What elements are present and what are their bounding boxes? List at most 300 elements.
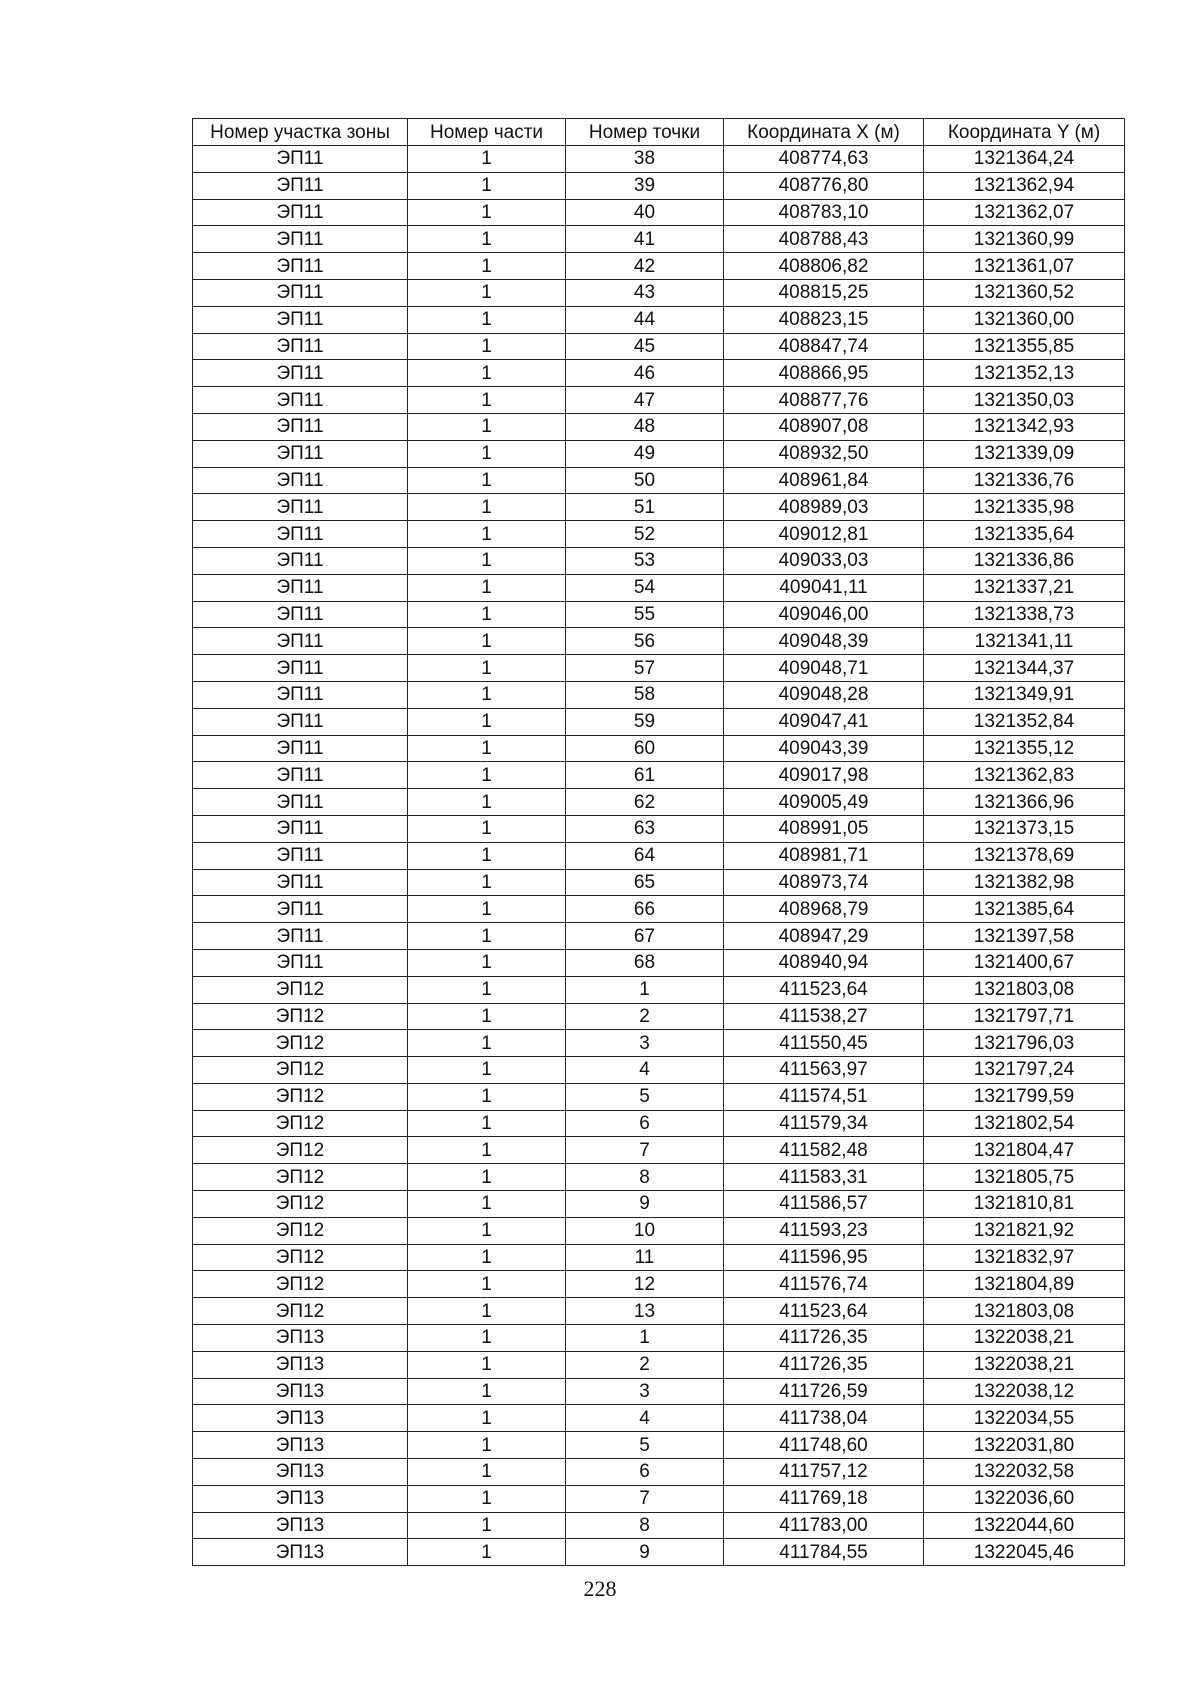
cell-part-number: 1	[408, 413, 566, 440]
cell-zone-section: ЭП13	[193, 1485, 408, 1512]
cell-zone-section: ЭП12	[193, 1057, 408, 1084]
cell-point-number: 60	[566, 735, 724, 762]
cell-part-number: 1	[408, 1271, 566, 1298]
cell-part-number: 1	[408, 628, 566, 655]
cell-coordinate-x: 411563,97	[724, 1057, 924, 1084]
cell-zone-section: ЭП11	[193, 923, 408, 950]
cell-part-number: 1	[408, 1057, 566, 1084]
header-coordinate-x: Координата X (м)	[724, 119, 924, 146]
cell-coordinate-x: 409048,28	[724, 681, 924, 708]
cell-part-number: 1	[408, 815, 566, 842]
cell-coordinate-y: 1321832,97	[924, 1244, 1125, 1271]
cell-point-number: 7	[566, 1137, 724, 1164]
cell-zone-section: ЭП12	[193, 1217, 408, 1244]
table-row	[193, 333, 1125, 360]
table-row	[193, 146, 1125, 173]
table-row	[193, 1030, 1125, 1057]
cell-coordinate-y: 1321360,52	[924, 279, 1125, 306]
cell-coordinate-x: 408907,08	[724, 413, 924, 440]
cell-coordinate-x: 411769,18	[724, 1485, 924, 1512]
cell-point-number: 57	[566, 655, 724, 682]
cell-coordinate-y: 1321350,03	[924, 387, 1125, 414]
cell-coordinate-y: 1321803,08	[924, 976, 1125, 1003]
cell-part-number: 1	[408, 574, 566, 601]
cell-coordinate-x: 409047,41	[724, 708, 924, 735]
cell-coordinate-x: 408961,84	[724, 467, 924, 494]
cell-part-number: 1	[408, 333, 566, 360]
cell-point-number: 43	[566, 279, 724, 306]
cell-coordinate-x: 411523,64	[724, 1298, 924, 1325]
cell-point-number: 3	[566, 1378, 724, 1405]
cell-point-number: 3	[566, 1030, 724, 1057]
cell-coordinate-y: 1322032,58	[924, 1459, 1125, 1486]
cell-part-number: 1	[408, 896, 566, 923]
table-row	[193, 681, 1125, 708]
cell-zone-section: ЭП11	[193, 547, 408, 574]
table-row	[193, 547, 1125, 574]
cell-coordinate-y: 1321366,96	[924, 789, 1125, 816]
cell-coordinate-y: 1322038,21	[924, 1325, 1125, 1352]
cell-coordinate-x: 408968,79	[724, 896, 924, 923]
cell-point-number: 2	[566, 1003, 724, 1030]
table-row	[193, 842, 1125, 869]
table-row	[193, 735, 1125, 762]
cell-part-number: 1	[408, 1164, 566, 1191]
cell-zone-section: ЭП11	[193, 949, 408, 976]
cell-zone-section: ЭП13	[193, 1325, 408, 1352]
table-header	[193, 119, 1125, 146]
cell-zone-section: ЭП11	[193, 574, 408, 601]
cell-zone-section: ЭП11	[193, 494, 408, 521]
cell-zone-section: ЭП11	[193, 306, 408, 333]
cell-coordinate-y: 1321397,58	[924, 923, 1125, 950]
cell-point-number: 49	[566, 440, 724, 467]
cell-point-number: 4	[566, 1057, 724, 1084]
cell-coordinate-y: 1321339,09	[924, 440, 1125, 467]
cell-coordinate-y: 1321796,03	[924, 1030, 1125, 1057]
table-row	[193, 1191, 1125, 1218]
table-row	[193, 574, 1125, 601]
cell-coordinate-y: 1321373,15	[924, 815, 1125, 842]
cell-coordinate-y: 1321336,76	[924, 467, 1125, 494]
cell-point-number: 8	[566, 1164, 724, 1191]
cell-coordinate-y: 1321360,99	[924, 226, 1125, 253]
cell-zone-section: ЭП12	[193, 1110, 408, 1137]
table-row	[193, 1432, 1125, 1459]
cell-coordinate-x: 411748,60	[724, 1432, 924, 1459]
table-row	[193, 1164, 1125, 1191]
cell-coordinate-y: 1321799,59	[924, 1083, 1125, 1110]
cell-point-number: 6	[566, 1110, 724, 1137]
header-part-number: Номер части	[408, 119, 566, 146]
cell-zone-section: ЭП13	[193, 1459, 408, 1486]
cell-coordinate-x: 408815,25	[724, 279, 924, 306]
cell-part-number: 1	[408, 1244, 566, 1271]
cell-zone-section: ЭП11	[193, 279, 408, 306]
table-row	[193, 949, 1125, 976]
cell-zone-section: ЭП11	[193, 735, 408, 762]
cell-coordinate-y: 1321797,24	[924, 1057, 1125, 1084]
cell-coordinate-x: 408932,50	[724, 440, 924, 467]
cell-coordinate-y: 1321338,73	[924, 601, 1125, 628]
cell-coordinate-x: 408783,10	[724, 199, 924, 226]
cell-point-number: 9	[566, 1539, 724, 1566]
cell-zone-section: ЭП13	[193, 1512, 408, 1539]
cell-point-number: 50	[566, 467, 724, 494]
cell-coordinate-x: 409005,49	[724, 789, 924, 816]
cell-coordinate-x: 408823,15	[724, 306, 924, 333]
cell-zone-section: ЭП13	[193, 1378, 408, 1405]
cell-point-number: 45	[566, 333, 724, 360]
table-row	[193, 601, 1125, 628]
cell-coordinate-y: 1321360,00	[924, 306, 1125, 333]
cell-point-number: 55	[566, 601, 724, 628]
cell-coordinate-x: 411582,48	[724, 1137, 924, 1164]
table-row	[193, 1539, 1125, 1566]
cell-point-number: 41	[566, 226, 724, 253]
cell-zone-section: ЭП11	[193, 440, 408, 467]
cell-coordinate-y: 1321821,92	[924, 1217, 1125, 1244]
table-row	[193, 226, 1125, 253]
cell-zone-section: ЭП12	[193, 976, 408, 1003]
cell-zone-section: ЭП13	[193, 1405, 408, 1432]
cell-coordinate-y: 1321804,47	[924, 1137, 1125, 1164]
cell-coordinate-x: 411576,74	[724, 1271, 924, 1298]
cell-point-number: 54	[566, 574, 724, 601]
table-row	[193, 976, 1125, 1003]
cell-part-number: 1	[408, 226, 566, 253]
cell-part-number: 1	[408, 949, 566, 976]
table-row	[193, 1271, 1125, 1298]
cell-point-number: 5	[566, 1083, 724, 1110]
cell-coordinate-y: 1321355,12	[924, 735, 1125, 762]
cell-part-number: 1	[408, 708, 566, 735]
cell-zone-section: ЭП11	[193, 360, 408, 387]
coordinates-table	[192, 118, 1125, 1566]
cell-point-number: 61	[566, 762, 724, 789]
cell-coordinate-y: 1321362,07	[924, 199, 1125, 226]
cell-part-number: 1	[408, 1485, 566, 1512]
cell-coordinate-y: 1321362,94	[924, 172, 1125, 199]
cell-coordinate-y: 1321349,91	[924, 681, 1125, 708]
cell-part-number: 1	[408, 1298, 566, 1325]
cell-point-number: 40	[566, 199, 724, 226]
cell-point-number: 59	[566, 708, 724, 735]
header-row	[193, 119, 1125, 146]
cell-coordinate-x: 409033,03	[724, 547, 924, 574]
table-body	[193, 146, 1125, 1566]
cell-point-number: 8	[566, 1512, 724, 1539]
table-row	[193, 1137, 1125, 1164]
cell-coordinate-x: 411726,59	[724, 1378, 924, 1405]
cell-coordinate-y: 1322044,60	[924, 1512, 1125, 1539]
cell-zone-section: ЭП13	[193, 1539, 408, 1566]
cell-zone-section: ЭП11	[193, 762, 408, 789]
cell-coordinate-y: 1321382,98	[924, 869, 1125, 896]
page-number: 228	[583, 1576, 617, 1601]
cell-zone-section: ЭП12	[193, 1164, 408, 1191]
cell-point-number: 9	[566, 1191, 724, 1218]
cell-point-number: 6	[566, 1459, 724, 1486]
cell-part-number: 1	[408, 467, 566, 494]
header-zone-section: Номер участка зоны	[193, 119, 408, 146]
cell-zone-section: ЭП12	[193, 1137, 408, 1164]
cell-coordinate-y: 1322038,12	[924, 1378, 1125, 1405]
cell-part-number: 1	[408, 1083, 566, 1110]
table-row	[193, 1378, 1125, 1405]
cell-point-number: 64	[566, 842, 724, 869]
table-row	[193, 1351, 1125, 1378]
table-row	[193, 869, 1125, 896]
cell-point-number: 12	[566, 1271, 724, 1298]
cell-coordinate-y: 1321362,83	[924, 762, 1125, 789]
cell-coordinate-x: 411550,45	[724, 1030, 924, 1057]
cell-part-number: 1	[408, 1003, 566, 1030]
cell-coordinate-y: 1322038,21	[924, 1351, 1125, 1378]
cell-coordinate-x: 411579,34	[724, 1110, 924, 1137]
cell-coordinate-y: 1321385,64	[924, 896, 1125, 923]
table-row	[193, 762, 1125, 789]
cell-part-number: 1	[408, 1459, 566, 1486]
header-coordinate-y: Координата Y (м)	[924, 119, 1125, 146]
cell-coordinate-x: 408866,95	[724, 360, 924, 387]
cell-part-number: 1	[408, 521, 566, 548]
cell-point-number: 65	[566, 869, 724, 896]
cell-zone-section: ЭП13	[193, 1351, 408, 1378]
cell-coordinate-x: 411574,51	[724, 1083, 924, 1110]
cell-point-number: 66	[566, 896, 724, 923]
table-row	[193, 1057, 1125, 1084]
table-row	[193, 253, 1125, 280]
cell-coordinate-x: 408847,74	[724, 333, 924, 360]
cell-coordinate-y: 1321364,24	[924, 146, 1125, 173]
cell-part-number: 1	[408, 1351, 566, 1378]
cell-coordinate-x: 409043,39	[724, 735, 924, 762]
table-row	[193, 1298, 1125, 1325]
cell-zone-section: ЭП11	[193, 521, 408, 548]
table-row	[193, 1244, 1125, 1271]
table-row	[193, 815, 1125, 842]
cell-coordinate-y: 1321378,69	[924, 842, 1125, 869]
cell-zone-section: ЭП11	[193, 172, 408, 199]
cell-zone-section: ЭП11	[193, 413, 408, 440]
cell-coordinate-y: 1321352,84	[924, 708, 1125, 735]
cell-zone-section: ЭП12	[193, 1244, 408, 1271]
cell-coordinate-x: 408877,76	[724, 387, 924, 414]
cell-coordinate-y: 1321810,81	[924, 1191, 1125, 1218]
cell-zone-section: ЭП12	[193, 1271, 408, 1298]
cell-coordinate-x: 411783,00	[724, 1512, 924, 1539]
cell-zone-section: ЭП11	[193, 708, 408, 735]
cell-zone-section: ЭП12	[193, 1083, 408, 1110]
header-point-number: Номер точки	[566, 119, 724, 146]
cell-zone-section: ЭП11	[193, 387, 408, 414]
cell-zone-section: ЭП11	[193, 815, 408, 842]
cell-part-number: 1	[408, 440, 566, 467]
cell-point-number: 39	[566, 172, 724, 199]
cell-coordinate-y: 1321361,07	[924, 253, 1125, 280]
cell-point-number: 2	[566, 1351, 724, 1378]
cell-zone-section: ЭП11	[193, 842, 408, 869]
cell-part-number: 1	[408, 1512, 566, 1539]
cell-part-number: 1	[408, 253, 566, 280]
cell-part-number: 1	[408, 1378, 566, 1405]
cell-zone-section: ЭП11	[193, 681, 408, 708]
table-row	[193, 1485, 1125, 1512]
cell-coordinate-y: 1321804,89	[924, 1271, 1125, 1298]
table-row	[193, 172, 1125, 199]
cell-part-number: 1	[408, 199, 566, 226]
cell-zone-section: ЭП11	[193, 789, 408, 816]
table-row	[193, 387, 1125, 414]
cell-coordinate-y: 1321803,08	[924, 1298, 1125, 1325]
cell-coordinate-y: 1321797,71	[924, 1003, 1125, 1030]
table-row	[193, 199, 1125, 226]
cell-coordinate-x: 408973,74	[724, 869, 924, 896]
table-row	[193, 360, 1125, 387]
cell-zone-section: ЭП11	[193, 896, 408, 923]
cell-point-number: 56	[566, 628, 724, 655]
cell-part-number: 1	[408, 923, 566, 950]
table-row	[193, 467, 1125, 494]
cell-coordinate-x: 409017,98	[724, 762, 924, 789]
table-row	[193, 1003, 1125, 1030]
cell-zone-section: ЭП11	[193, 253, 408, 280]
cell-point-number: 53	[566, 547, 724, 574]
table-row	[193, 923, 1125, 950]
cell-coordinate-x: 409012,81	[724, 521, 924, 548]
cell-point-number: 5	[566, 1432, 724, 1459]
cell-coordinate-x: 408981,71	[724, 842, 924, 869]
cell-point-number: 52	[566, 521, 724, 548]
cell-point-number: 63	[566, 815, 724, 842]
cell-coordinate-x: 409041,11	[724, 574, 924, 601]
cell-coordinate-x: 411726,35	[724, 1325, 924, 1352]
cell-coordinate-x: 408788,43	[724, 226, 924, 253]
table-row	[193, 1083, 1125, 1110]
cell-point-number: 48	[566, 413, 724, 440]
cell-zone-section: ЭП11	[193, 655, 408, 682]
cell-coordinate-y: 1321341,11	[924, 628, 1125, 655]
cell-zone-section: ЭП11	[193, 601, 408, 628]
table-row	[193, 628, 1125, 655]
table-row	[193, 708, 1125, 735]
cell-part-number: 1	[408, 387, 566, 414]
cell-coordinate-y: 1321335,64	[924, 521, 1125, 548]
cell-coordinate-x: 409048,39	[724, 628, 924, 655]
table-row	[193, 1512, 1125, 1539]
cell-coordinate-y: 1322031,80	[924, 1432, 1125, 1459]
cell-part-number: 1	[408, 1432, 566, 1459]
cell-coordinate-x: 409048,71	[724, 655, 924, 682]
cell-part-number: 1	[408, 1030, 566, 1057]
cell-point-number: 62	[566, 789, 724, 816]
cell-coordinate-x: 411596,95	[724, 1244, 924, 1271]
table-row	[193, 494, 1125, 521]
cell-zone-section: ЭП13	[193, 1432, 408, 1459]
cell-point-number: 13	[566, 1298, 724, 1325]
cell-zone-section: ЭП11	[193, 146, 408, 173]
cell-coordinate-y: 1321335,98	[924, 494, 1125, 521]
cell-coordinate-y: 1322036,60	[924, 1485, 1125, 1512]
cell-point-number: 1	[566, 976, 724, 1003]
cell-coordinate-x: 408776,80	[724, 172, 924, 199]
cell-point-number: 68	[566, 949, 724, 976]
cell-coordinate-y: 1321400,67	[924, 949, 1125, 976]
cell-part-number: 1	[408, 976, 566, 1003]
table-row	[193, 440, 1125, 467]
cell-point-number: 67	[566, 923, 724, 950]
table-row	[193, 521, 1125, 548]
cell-part-number: 1	[408, 1217, 566, 1244]
cell-coordinate-x: 408989,03	[724, 494, 924, 521]
cell-point-number: 1	[566, 1325, 724, 1352]
cell-coordinate-x: 408947,29	[724, 923, 924, 950]
cell-coordinate-x: 411726,35	[724, 1351, 924, 1378]
cell-part-number: 1	[408, 1325, 566, 1352]
cell-zone-section: ЭП11	[193, 467, 408, 494]
cell-coordinate-x: 411784,55	[724, 1539, 924, 1566]
cell-coordinate-y: 1321337,21	[924, 574, 1125, 601]
cell-coordinate-y: 1321805,75	[924, 1164, 1125, 1191]
cell-coordinate-x: 411738,04	[724, 1405, 924, 1432]
cell-coordinate-x: 408806,82	[724, 253, 924, 280]
cell-coordinate-y: 1321355,85	[924, 333, 1125, 360]
cell-part-number: 1	[408, 681, 566, 708]
cell-coordinate-y: 1321802,54	[924, 1110, 1125, 1137]
cell-coordinate-x: 408774,63	[724, 146, 924, 173]
cell-part-number: 1	[408, 842, 566, 869]
cell-point-number: 51	[566, 494, 724, 521]
cell-part-number: 1	[408, 146, 566, 173]
cell-zone-section: ЭП11	[193, 226, 408, 253]
cell-part-number: 1	[408, 494, 566, 521]
cell-point-number: 42	[566, 253, 724, 280]
cell-coordinate-x: 411523,64	[724, 976, 924, 1003]
table-row	[193, 1459, 1125, 1486]
table-row	[193, 306, 1125, 333]
cell-coordinate-x: 409046,00	[724, 601, 924, 628]
cell-part-number: 1	[408, 1191, 566, 1218]
cell-point-number: 47	[566, 387, 724, 414]
cell-point-number: 38	[566, 146, 724, 173]
cell-point-number: 10	[566, 1217, 724, 1244]
cell-part-number: 1	[408, 172, 566, 199]
table-row	[193, 413, 1125, 440]
cell-coordinate-y: 1321342,93	[924, 413, 1125, 440]
cell-zone-section: ЭП11	[193, 333, 408, 360]
cell-part-number: 1	[408, 735, 566, 762]
cell-coordinate-x: 411593,23	[724, 1217, 924, 1244]
cell-part-number: 1	[408, 762, 566, 789]
cell-part-number: 1	[408, 547, 566, 574]
table-row	[193, 655, 1125, 682]
cell-point-number: 58	[566, 681, 724, 708]
cell-point-number: 11	[566, 1244, 724, 1271]
cell-zone-section: ЭП12	[193, 1191, 408, 1218]
cell-zone-section: ЭП12	[193, 1298, 408, 1325]
cell-part-number: 1	[408, 306, 566, 333]
cell-point-number: 44	[566, 306, 724, 333]
cell-coordinate-y: 1321352,13	[924, 360, 1125, 387]
cell-coordinate-x: 408940,94	[724, 949, 924, 976]
table-row	[193, 1325, 1125, 1352]
cell-part-number: 1	[408, 279, 566, 306]
cell-coordinate-y: 1322045,46	[924, 1539, 1125, 1566]
table-row	[193, 279, 1125, 306]
table-row	[193, 1405, 1125, 1432]
cell-zone-section: ЭП11	[193, 869, 408, 896]
